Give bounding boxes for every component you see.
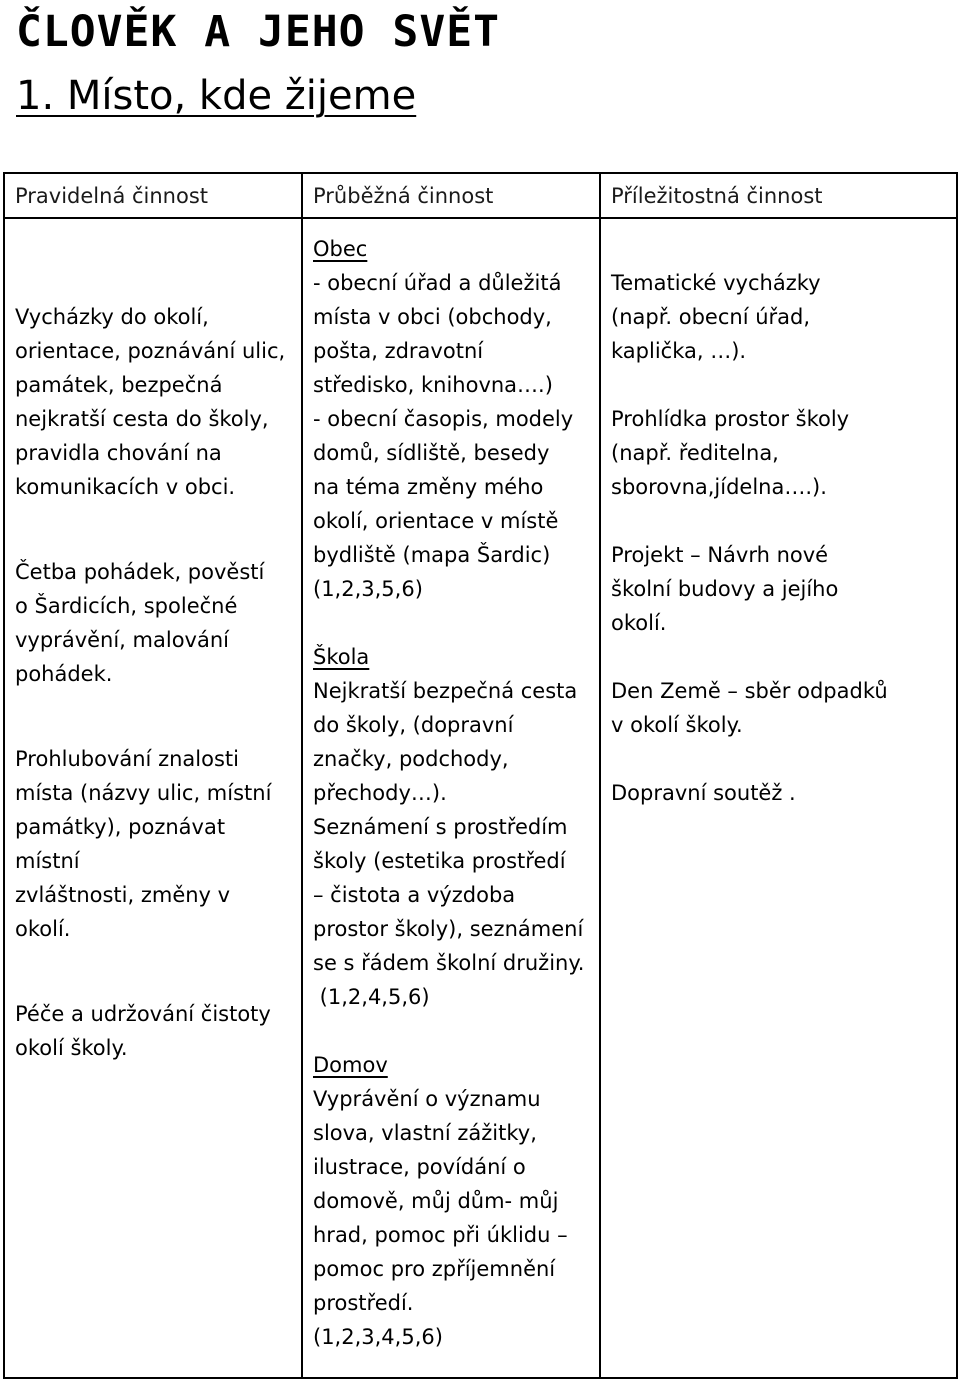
text-line: kaplička, …). bbox=[611, 339, 747, 363]
text-line: sborovna,jídelna….). bbox=[611, 475, 827, 499]
paragraph-school-tour bbox=[611, 402, 946, 504]
text-line: Nejkratší bezpečná cesta bbox=[313, 679, 578, 703]
text-line: slova, vlastní zážitky, bbox=[313, 1121, 537, 1145]
text-line: (1,2,3,5,6) bbox=[313, 577, 423, 601]
activity-table bbox=[3, 172, 958, 1379]
text-line: okolí. bbox=[611, 611, 667, 635]
text-line: - obecní úřad a důležitá bbox=[313, 271, 562, 295]
text-line: (např. obecní úřad, bbox=[611, 305, 811, 329]
paragraph-walks bbox=[15, 300, 291, 504]
text-line: orientace, poznávání ulic, bbox=[15, 339, 286, 363]
text-line: Četba pohádek, pověstí bbox=[15, 560, 265, 584]
text-line: prostor školy), seznámení bbox=[313, 917, 584, 941]
section-title: 1. Místo, kde žijeme bbox=[16, 73, 417, 119]
text-line: nejkratší cesta do školy, bbox=[15, 407, 269, 431]
text-line: Péče a udržování čistoty bbox=[15, 1002, 271, 1026]
text-line: pomoc pro zpříjemnění bbox=[313, 1257, 556, 1281]
text-line: památek, bezpečná bbox=[15, 373, 223, 397]
text-line: Vycházky do okolí, bbox=[15, 305, 209, 329]
paragraph-earth-day bbox=[611, 674, 946, 742]
text-line: Den Země – sběr odpadků bbox=[611, 679, 888, 703]
text-line: památky), poznávat místní bbox=[15, 815, 226, 873]
text-line: středisko, knihovna….) bbox=[313, 373, 553, 397]
text-line: bydliště (mapa Šardic) bbox=[313, 543, 551, 567]
text-line: domově, můj dům- můj bbox=[313, 1189, 559, 1213]
text-line: se s řádem školní družiny. bbox=[313, 951, 585, 975]
text-line: pošta, zdravotní bbox=[313, 339, 484, 363]
domov-heading: Domov bbox=[313, 1053, 388, 1077]
section-skola bbox=[313, 640, 589, 1014]
text-line: vyprávění, malování bbox=[15, 628, 229, 652]
text-line: místa (názvy ulic, místní bbox=[15, 781, 272, 805]
text-line: (např. ředitelna, bbox=[611, 441, 779, 465]
header-occasional-activity: Příležitostná činnost bbox=[600, 173, 957, 218]
document-title: ČLOVĚK A JEHO SVĚT bbox=[16, 7, 500, 57]
text-line: školní budovy a jejího bbox=[611, 577, 839, 601]
table-header-row bbox=[4, 173, 957, 218]
text-line: značky, podchody, bbox=[313, 747, 509, 771]
obec-heading: Obec bbox=[313, 237, 368, 261]
text-line: Prohlubování znalosti bbox=[15, 747, 239, 771]
paragraph-thematic-walks bbox=[611, 266, 946, 368]
text-line: na téma změny mého bbox=[313, 475, 544, 499]
text-line: o Šardicích, společné bbox=[15, 594, 238, 618]
section-obec bbox=[313, 232, 589, 606]
cell-ongoing-activity bbox=[302, 218, 600, 1378]
text-line: pohádek. bbox=[15, 662, 113, 686]
cell-regular-activity bbox=[4, 218, 302, 1378]
text-line: Prohlídka prostor školy bbox=[611, 407, 850, 431]
text-line: školy (estetika prostředí bbox=[313, 849, 566, 873]
text-line: prostředí. bbox=[313, 1291, 414, 1315]
text-line: do školy, (dopravní bbox=[313, 713, 514, 737]
text-line: přechody…). bbox=[313, 781, 447, 805]
paragraph-project bbox=[611, 538, 946, 640]
text-line: zvláštnosti, změny v okolí. bbox=[15, 883, 231, 941]
text-line: v okolí školy. bbox=[611, 713, 743, 737]
text-line: (1,2,3,4,5,6) bbox=[313, 1325, 443, 1349]
text-line: (1,2,4,5,6) bbox=[313, 985, 430, 1009]
section-domov bbox=[313, 1048, 589, 1354]
text-line: Tematické vycházky bbox=[611, 271, 821, 295]
text-line: místa v obci (obchody, bbox=[313, 305, 552, 329]
text-line: Projekt – Návrh nové bbox=[611, 543, 829, 567]
text-line: Dopravní soutěž . bbox=[611, 781, 796, 805]
skola-heading: Škola bbox=[313, 645, 370, 669]
text-line: ilustrace, povídání o bbox=[313, 1155, 526, 1179]
text-line: hrad, pomoc při úklidu – bbox=[313, 1223, 568, 1247]
text-line: Seznámení s prostředím bbox=[313, 815, 568, 839]
text-line: – čistota a výzdoba bbox=[313, 883, 516, 907]
header-ongoing-activity: Průběžná činnost bbox=[302, 173, 600, 218]
text-line: domů, sídliště, besedy bbox=[313, 441, 550, 465]
text-line: okolí, orientace v místě bbox=[313, 509, 559, 533]
text-line: komunikacích v obci. bbox=[15, 475, 236, 499]
text-line: - obecní časopis, modely bbox=[313, 407, 574, 431]
text-line: pravidla chování na bbox=[15, 441, 222, 465]
header-regular-activity: Pravidelná činnost bbox=[4, 173, 302, 218]
text-line: okolí školy. bbox=[15, 1036, 128, 1060]
cell-occasional-activity bbox=[600, 218, 957, 1378]
paragraph-traffic-contest bbox=[611, 776, 946, 810]
paragraph-cleanliness bbox=[15, 997, 291, 1065]
paragraph-reading bbox=[15, 555, 291, 691]
paragraph-knowledge bbox=[15, 742, 291, 946]
text-line: Vyprávění o významu bbox=[313, 1087, 541, 1111]
table-row bbox=[4, 218, 957, 1378]
